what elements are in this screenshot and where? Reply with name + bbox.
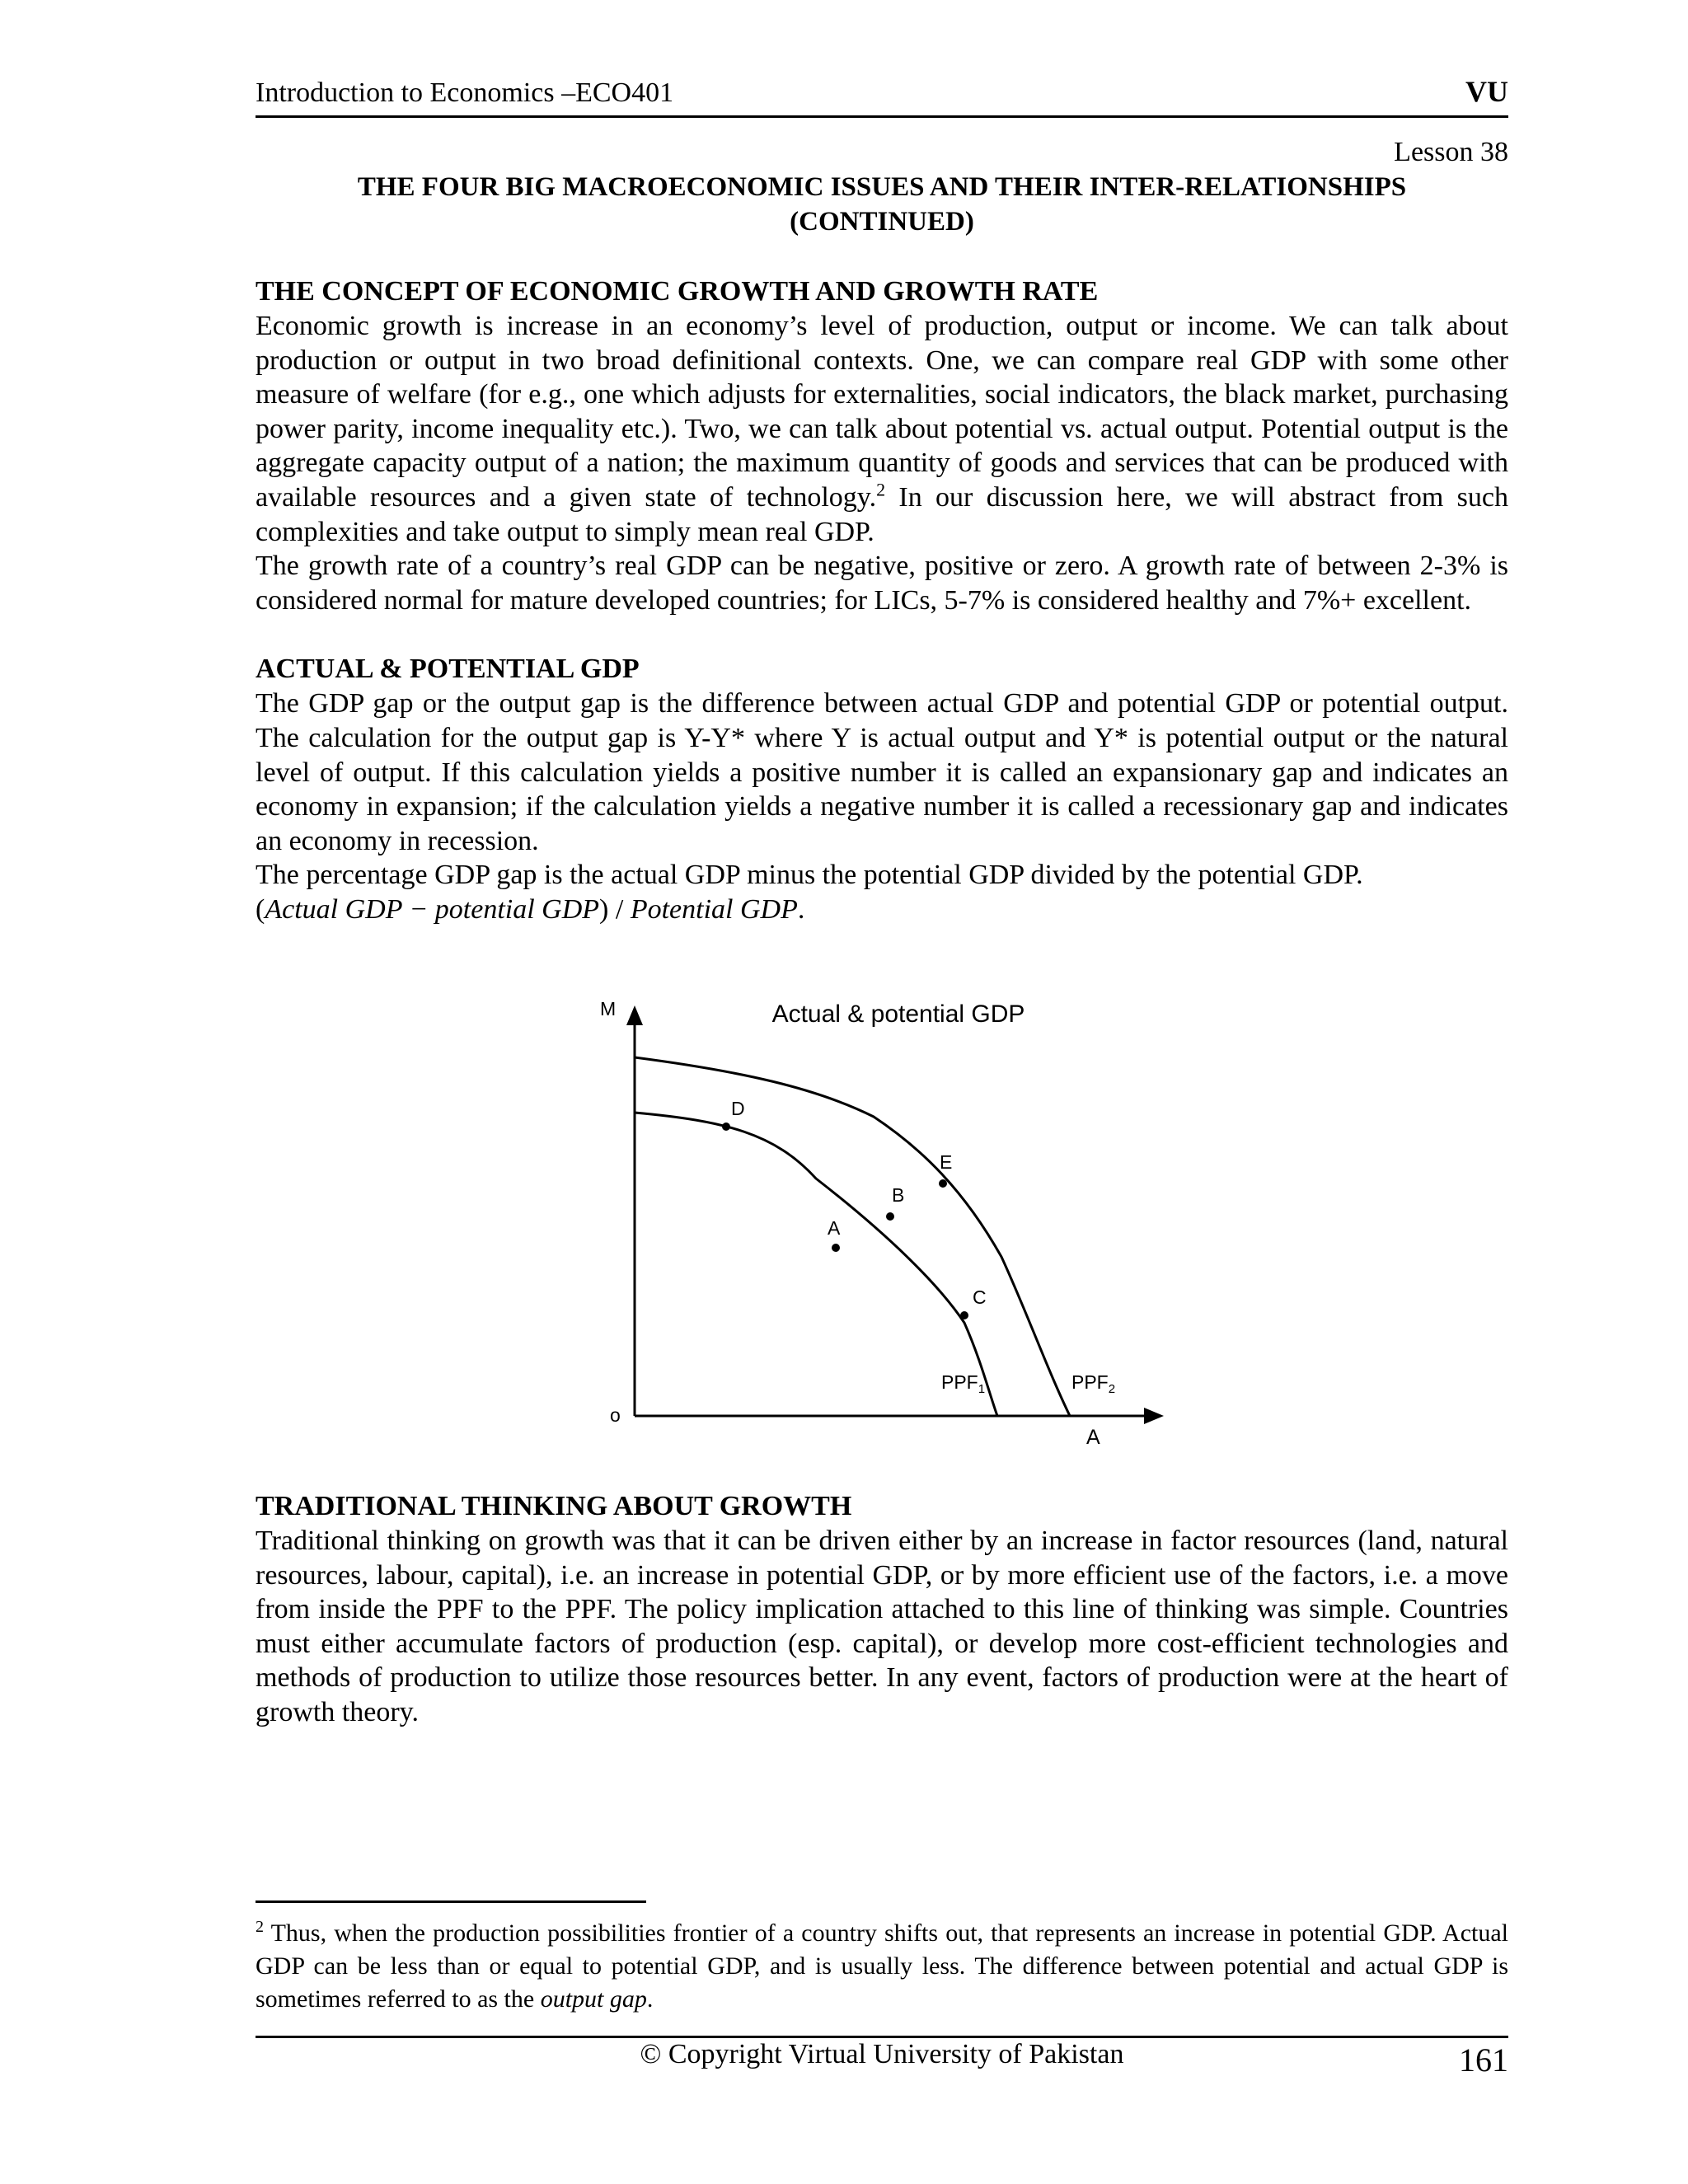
lesson-number: Lesson 38 [1394,137,1508,167]
x-axis-label: A [1086,1426,1100,1449]
point-d-marker [722,1122,730,1131]
course-title: Introduction to Economics –ECO401 [256,77,674,108]
y-axis-label: M [600,998,617,1019]
x-axis-arrow-icon [1144,1408,1164,1424]
footnote-divider [256,1900,646,1903]
point-e-label: E [940,1151,953,1173]
formula-numerator: Actual GDP − potential GDP [265,893,600,925]
page-title-line-2: (CONTINUED) [790,207,974,237]
ppf1-label: $PPF_1$ [941,1371,986,1396]
y-axis-arrow-icon [626,1005,643,1025]
growth-paragraph-2: The growth rate of a country’s real GDP can be negative, positive or zero. A growth rate of between 2-3% is considered normal for mature developed countries; for LICs, 5-7% is considered healthy and 7%+ excellent. [256,551,1508,616]
ppf2-label: $PPF_2$ [1071,1371,1116,1396]
traditional-section [256,1489,1508,1730]
footnote-term: output gap [540,1985,647,2013]
traditional-heading: TRADITIONAL THINKING ABOUT GROWTH [256,1491,852,1521]
point-c-label: C [973,1286,987,1308]
point-b-marker [886,1212,894,1221]
traditional-paragraph: Traditional thinking on growth was that it can be driven either by an increase in factor resources (land, natural resources, labour, capital), i.e. an increase in potential GDP, or by more efficient use of the factors, i.e. a move from inside the PPF to the PPF. The policy implication attached to this line of thinking was simple. Countries must either accumulate factors of production (esp. capital), or develop more cost-efficient technologies and methods of production to utilize those resources better. In any event, factors of production were at the heart of growth theory. [256,1526,1508,1727]
page-number: 161 [1459,2041,1508,2079]
growth-paragraph-1: Economic growth is increase in an economy’s level of production, output or income. We can talk about production or output in two broad definitional contexts. One, we can compare real GDP with some other measure of welfare (for e.g., one which adjusts for externalities, social indicators, the black market, purchasing power parity, income inequality etc.). Two, we can talk about potential vs. actual output. Potential output is the aggregate capacity output of a nation; the maximum quantity of goods and services that can be produced with available resources and a given state of technology.$^2$ In our discussion here, we will abstract from such complexities and take output to simply mean real GDP. [256,311,1508,547]
gap-paragraph-2: The percentage GDP gap is the actual GDP minus the potential GDP divided by the potential GDP. (Actual GDP − potential GDP) / Potential GDP. [256,860,1363,925]
copyright-notice: © Copyright Virtual University of Pakistan [640,2039,1124,2069]
footer-divider [256,2036,1508,2038]
point-b-label: B [892,1184,905,1206]
gap-paragraph-1: The GDP gap or the output gap is the difference between actual GDP and potential GDP or potential output. The calculation for the output gap is Y-Y* where Y is actual output and Y* is potential output or the natural level of output. If this calculation yields a positive number it is called an expansionary gap and indicates an economy in expansion; if the calculation yields a negative number it is called a recessionary gap and indicates an economy in recession. [256,688,1508,856]
footnote-number: 2 [256,1918,264,1936]
footnote: $^2$ Thus, when the production possibilities frontier of a country shifts out, that represents an increase in potential GDP. Actual GDP can be less than or equal to potential GDP, and is usually less. The difference between potential and actual GDP is sometimes referred to as the output gap. [256,1918,1508,2013]
point-c-marker [960,1311,968,1319]
gap-heading: ACTUAL & POTENTIAL GDP [256,654,640,685]
point-a-marker [832,1244,840,1252]
point-e-marker [939,1179,947,1188]
page-title-line-1: THE FOUR BIG MACROECONOMIC ISSUES AND THEIR INTER-RELATIONSHIPS [357,172,1407,202]
origin-label: o [610,1404,621,1426]
point-a-label: A [828,1217,841,1239]
figure-title: Actual & potential GDP [771,1001,1025,1028]
growth-heading: THE CONCEPT OF ECONOMIC GROWTH AND GROWTH RATE [256,276,1099,307]
university-logo-text: VU [1465,75,1508,108]
footnote-reference: 2 [876,479,886,500]
ppf2-curve [635,1057,1070,1416]
formula-denominator: Potential GDP [630,893,798,925]
point-d-label: D [731,1098,745,1119]
